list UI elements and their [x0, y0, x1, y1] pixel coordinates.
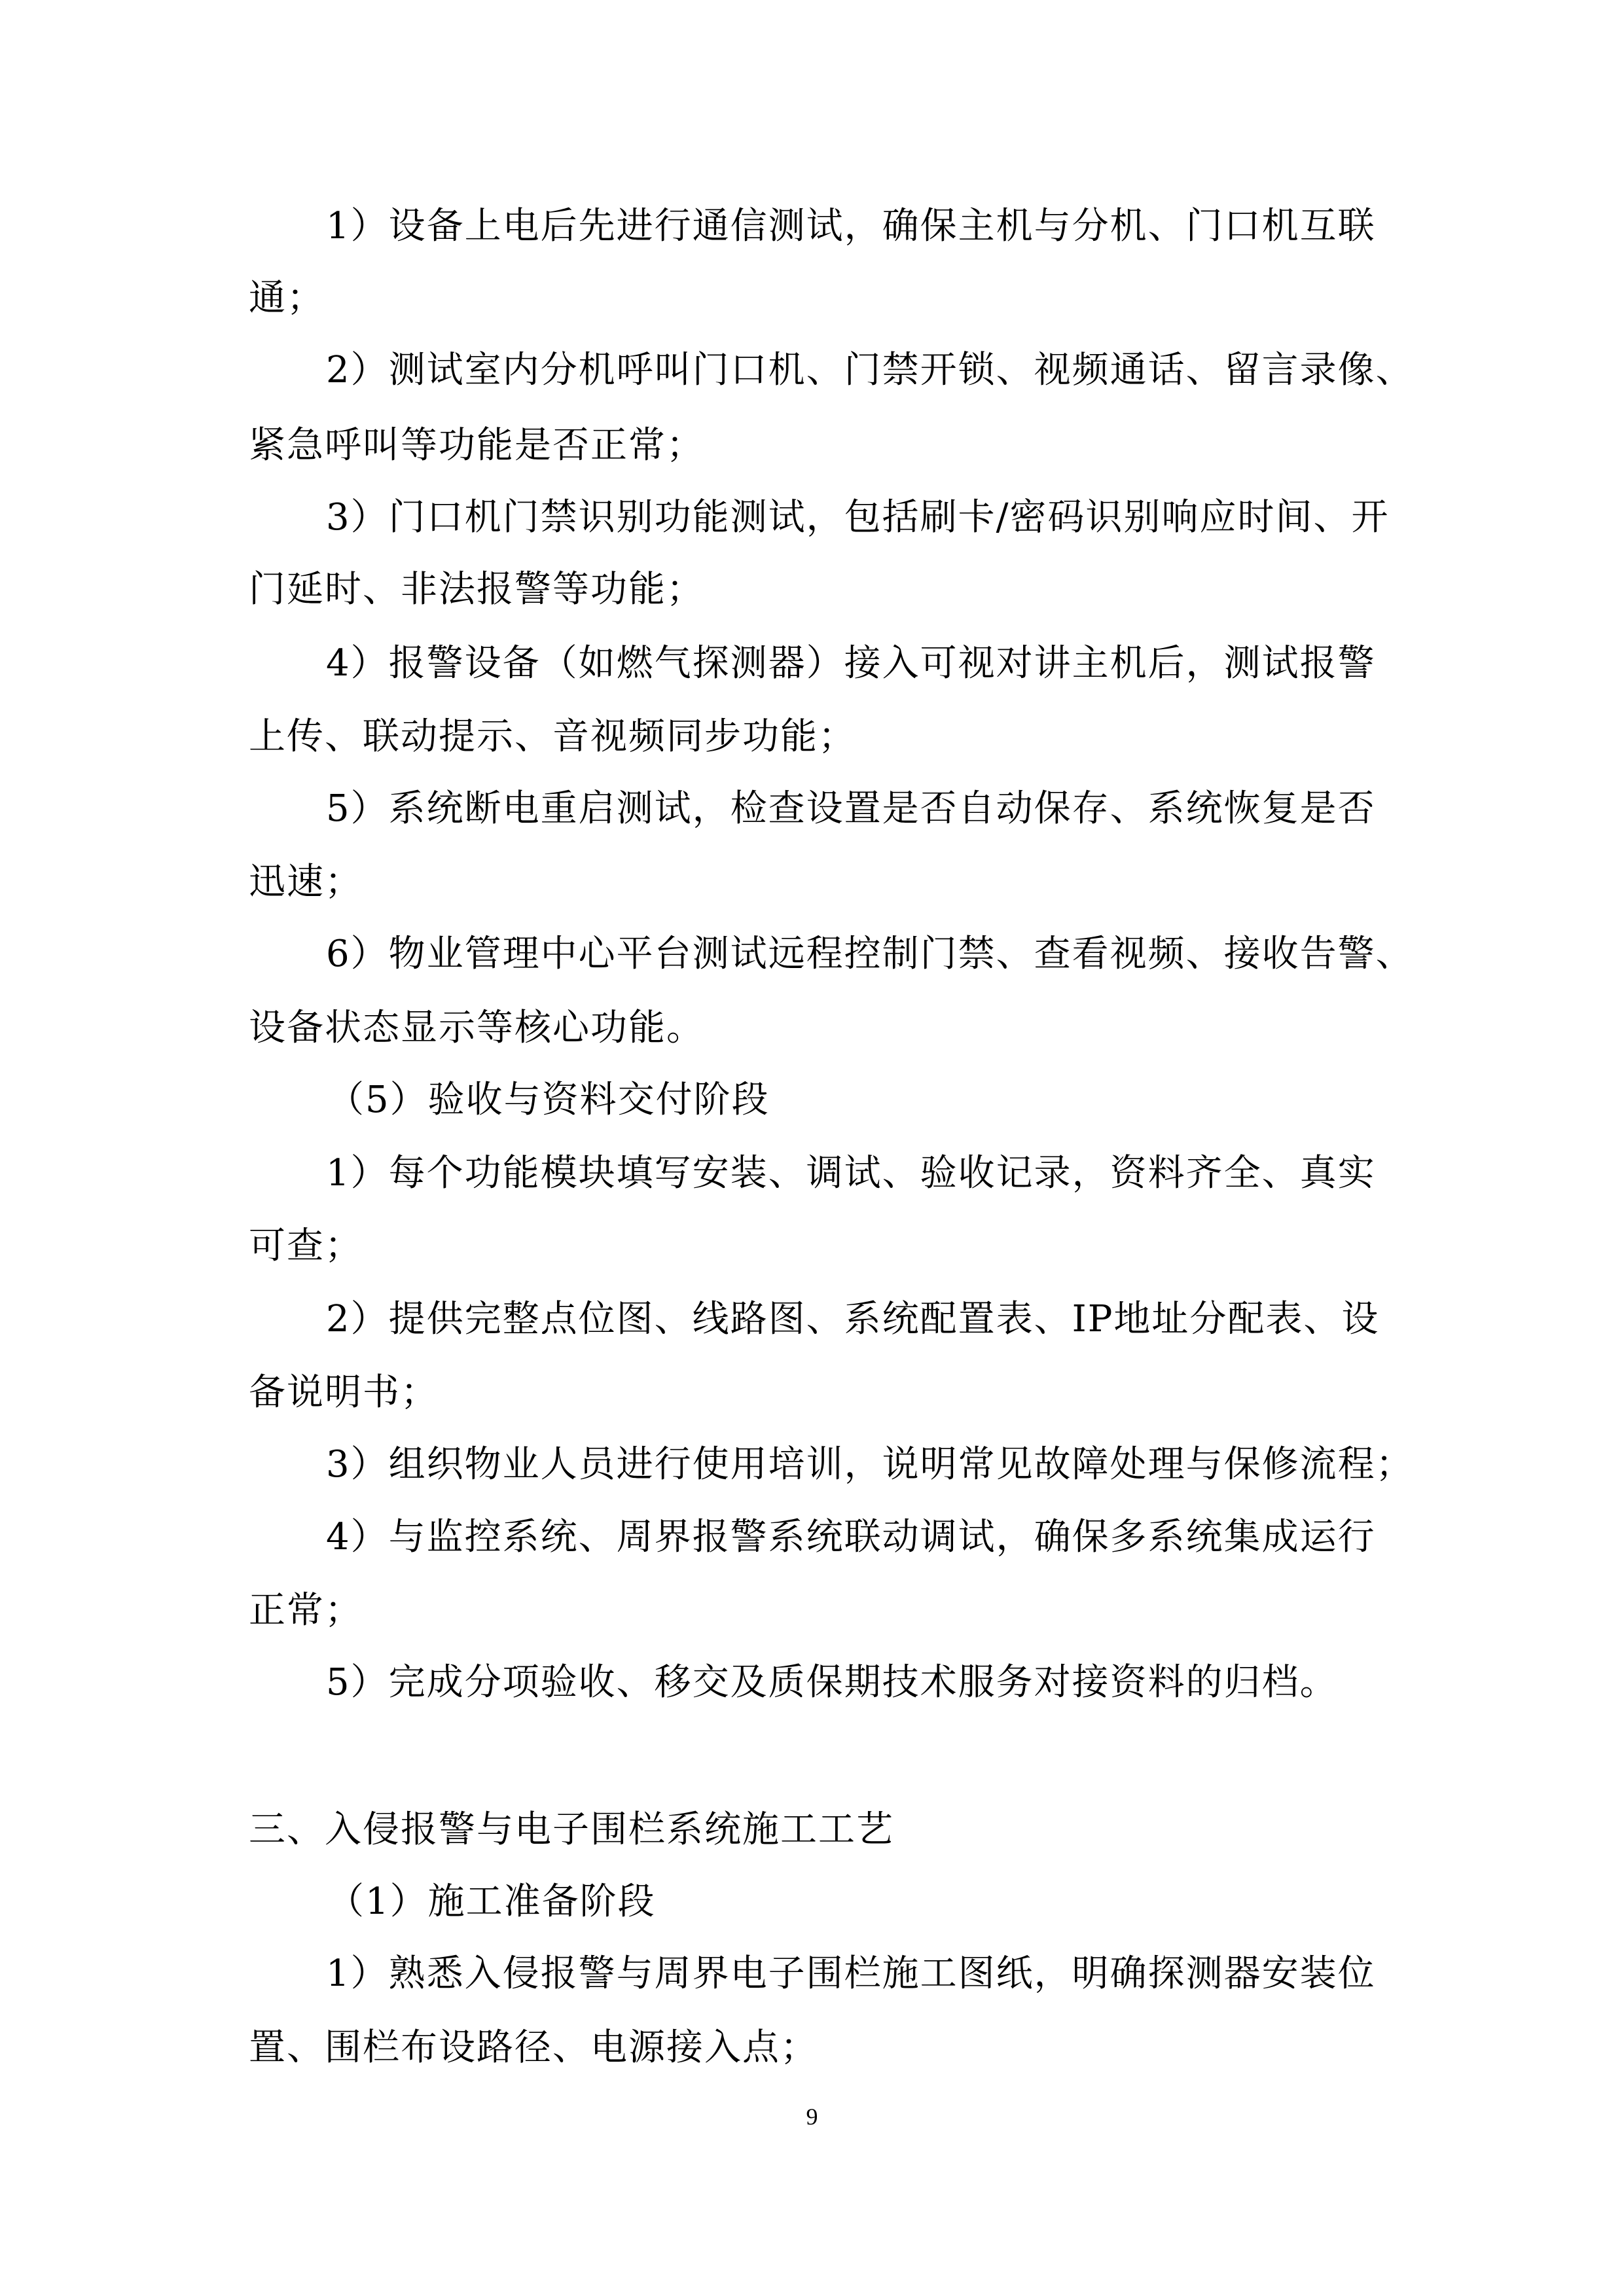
- list-item-12-start: 1）熟悉入侵报警与周界电子围栏施工图纸，明确探测器安装位: [326, 1952, 1376, 1995]
- list-item-8-cont: 备说明书；: [249, 1371, 439, 1414]
- list-item-6-start: 6）物业管理中心平台测试远程控制门禁、查看视频、接收告警、: [326, 933, 1414, 975]
- list-item-8-start: 2）提供完整点位图、线路图、系统配置表、IP地址分配表、设: [326, 1298, 1380, 1340]
- list-item-3-cont: 门延时、非法报警等功能；: [249, 568, 704, 611]
- list-item-11: 5）完成分项验收、移交及质保期技术服务对接资料的归档。: [326, 1661, 1338, 1704]
- list-item-10-start: 4）与监控系统、周界报警系统联动调试，确保多系统集成运行: [326, 1516, 1376, 1558]
- list-item-3-start: 3）门口机门禁识别功能测试，包括刷卡/密码识别响应时间、开: [326, 496, 1390, 539]
- list-item-5-cont: 迅速；: [249, 861, 363, 903]
- list-item-1-start: 1）设备上电后先进行通信测试，确保主机与分机、门口机互联: [326, 205, 1376, 247]
- list-item-9: 3）组织物业人员进行使用培训，说明常见故障处理与保修流程；: [326, 1443, 1414, 1486]
- page-number: 9: [806, 2104, 818, 2130]
- section-heading-preparation: （1）施工准备阶段: [327, 1880, 656, 1923]
- section-heading-acceptance: （5）验收与资料交付阶段: [327, 1079, 770, 1121]
- list-item-6-cont: 设备状态显示等核心功能。: [249, 1007, 704, 1049]
- list-item-7-start: 1）每个功能模块填写安装、调试、验收记录，资料齐全、真实: [326, 1152, 1376, 1194]
- list-item-1-cont: 通；: [249, 277, 325, 319]
- list-item-7-cont: 可查；: [249, 1225, 363, 1267]
- list-item-4-start: 4）报警设备（如燃气探测器）接入可视对讲主机后，测试报警: [326, 642, 1376, 685]
- list-item-12-cont: 置、围栏布设路径、电源接入点；: [249, 2026, 818, 2069]
- chapter-heading: 三、入侵报警与电子围栏系统施工工艺: [249, 1808, 894, 1851]
- list-item-2-start: 2）测试室内分机呼叫门口机、门禁开锁、视频通话、留言录像、: [326, 349, 1414, 391]
- list-item-5-start: 5）系统断电重启测试，检查设置是否自动保存、系统恢复是否: [326, 787, 1376, 830]
- list-item-2-cont: 紧急呼叫等功能是否正常；: [249, 424, 704, 467]
- list-item-10-cont: 正常；: [249, 1589, 363, 1632]
- list-item-4-cont: 上传、联动提示、音视频同步功能；: [249, 715, 856, 758]
